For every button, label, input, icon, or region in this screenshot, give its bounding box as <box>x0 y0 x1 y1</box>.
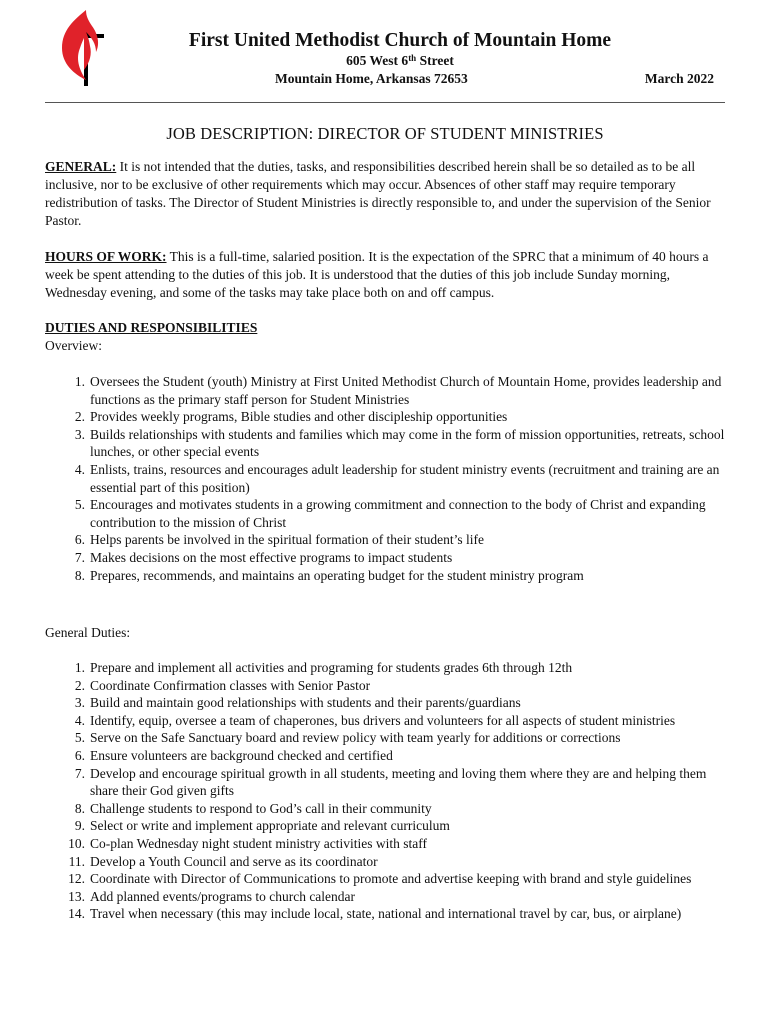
header-divider <box>45 102 725 103</box>
list-item <box>45 408 729 426</box>
list-item-text: Coordinate Confirmation classes with Senior Pastor <box>90 677 371 693</box>
list-item-number: 7. <box>74 549 85 565</box>
list-item-text: Builds relationships with students and families which may come in the form of mission opportunities, retreats, school lunches, or other special events <box>90 426 725 460</box>
duties-heading: DUTIES AND RESPONSIBILITIES <box>45 320 258 335</box>
general-paragraph <box>45 158 729 230</box>
list-item <box>45 729 729 747</box>
list-item-number: 12. <box>68 871 85 887</box>
city-address: Mountain Home, Arkansas 72653 <box>275 71 468 86</box>
overview-list <box>45 373 729 584</box>
list-item-text: Add planned events/programs to church calendar <box>90 888 356 904</box>
list-item-text: Oversees the Student (youth) Ministry at First United Methodist Church of Mountain Home, provides leadership and functions as the primary staff person for Student Ministries <box>90 374 722 407</box>
hours-text: This is a full-time, salaried position. It is the expectation of the SPRC that a minimum of 40 hours a week be spent attending to the duties of this job. It is understood that the duties of this job include Sunday morning, Wednesday evening, and some of the tasks may take place both on and off campus. <box>45 249 709 300</box>
general-label: GENERAL: <box>45 159 117 174</box>
list-item <box>45 461 729 496</box>
list-item <box>45 747 729 765</box>
list-item-number: 14. <box>68 906 85 922</box>
list-item-text: Identify, equip, oversee a team of chaperones, bus drivers and volunteers for all aspects of student ministries <box>90 712 676 728</box>
list-item <box>45 373 729 408</box>
list-item-text: Makes decisions on the most effective programs to impact students <box>90 549 453 565</box>
list-item <box>45 549 729 567</box>
list-item-number: 9. <box>74 818 85 834</box>
list-item-number: 10. <box>68 835 85 851</box>
list-item-text: Select or write and implement appropriate and relevant curriculum <box>90 818 450 834</box>
list-item <box>45 712 729 730</box>
document-date: March 2022 <box>644 71 714 86</box>
list-item <box>45 677 729 695</box>
list-item-text: Build and maintain good relationships with students and their parents/guardians <box>90 695 521 711</box>
org-name: First United Methodist Church of Mountain Home <box>188 30 612 51</box>
hours-paragraph <box>45 248 729 302</box>
hours-label: HOURS OF WORK: <box>45 249 167 264</box>
list-item <box>45 888 729 906</box>
list-item-number: 4. <box>74 461 85 477</box>
list-item <box>45 835 729 853</box>
flame-icon <box>62 10 98 80</box>
list-item-text: Prepares, recommends, and maintains an operating budget for the student ministry program <box>90 567 584 583</box>
list-item-text: Serve on the Safe Sanctuary board and review policy with team yearly for additions or corrections <box>90 730 621 746</box>
list-item-text: Helps parents be involved in the spiritual formation of their student’s life <box>90 532 485 548</box>
list-item-number: 2. <box>74 409 85 425</box>
list-item <box>45 426 729 461</box>
list-item-number: 8. <box>74 800 85 816</box>
list-item <box>45 765 729 800</box>
list-item-number: 11. <box>68 853 85 869</box>
general-duties-label: General Duties: <box>45 625 131 640</box>
list-item-number: 1. <box>74 660 85 675</box>
list-item <box>45 496 729 531</box>
list-item <box>45 905 729 923</box>
list-item-number: 6. <box>74 532 85 548</box>
list-item-number: 13. <box>68 888 85 904</box>
general-text: It is not intended that the duties, tasks, and responsibilities described herein shall be so detailed as to be all inclusive, nor to be exclusive of other requirements which may occur. Absences of other staff may require temporary redistribution of tasks. The Director of Student Ministries is directly responsible to, and under the supervision of the Senior Pastor. <box>45 159 711 228</box>
list-item-text: Enlists, trains, resources and encourages adult leadership for student ministry events (recruitment and training are an essential part of this position) <box>90 461 720 495</box>
list-item-text: Coordinate with Director of Communications to promote and advertise keeping with brand and style guidelines <box>90 871 692 887</box>
list-item <box>45 567 729 585</box>
list-item-number: 6. <box>74 747 85 763</box>
street-address: 605 West 6th Street <box>346 53 454 68</box>
list-item-text: Develop a Youth Council and serve as its coordinator <box>90 853 378 869</box>
list-item-number: 8. <box>74 567 85 583</box>
list-item <box>45 659 729 677</box>
list-item-text: Travel when necessary (this may include local, state, national and international travel by car, bus, or airplane) <box>90 906 682 922</box>
list-item-number: 5. <box>74 497 85 513</box>
list-item-number: 3. <box>74 426 85 442</box>
list-item <box>45 694 729 712</box>
list-item-number: 1. <box>74 374 85 389</box>
list-item <box>45 531 729 549</box>
list-item-text: Develop and encourage spiritual growth in all students, meeting and loving them where they are and helping them share their God given gifts <box>90 765 707 799</box>
overview-label: Overview: <box>45 338 102 353</box>
general-duties-list <box>45 659 729 923</box>
list-item-text: Prepare and implement all activities and programing for students grades 6th through 12th <box>90 660 573 675</box>
list-item-number: 3. <box>74 695 85 711</box>
list-item-number: 7. <box>74 765 85 781</box>
list-item-text: Encourages and motivates students in a growing commitment and connection to the body of Christ and expanding contribution to the mission of Christ <box>90 497 706 530</box>
list-item-number: 4. <box>74 712 85 728</box>
cross-and-flame-logo <box>56 8 108 86</box>
list-item <box>45 817 729 835</box>
list-item-text: Provides weekly programs, Bible studies and other discipleship opportunities <box>90 409 508 425</box>
list-item-text: Co-plan Wednesday night student ministry activities with staff <box>90 835 427 851</box>
list-item-text: Ensure volunteers are background checked and certified <box>90 747 393 763</box>
list-item-number: 5. <box>74 730 85 746</box>
list-item <box>45 853 729 871</box>
list-item-text: Challenge students to respond to God’s call in their community <box>90 800 432 816</box>
list-item-number: 2. <box>74 677 85 693</box>
document-title: JOB DESCRIPTION: DIRECTOR OF STUDENT MINISTRIES <box>166 124 604 143</box>
list-item <box>45 800 729 818</box>
list-item <box>45 870 729 888</box>
